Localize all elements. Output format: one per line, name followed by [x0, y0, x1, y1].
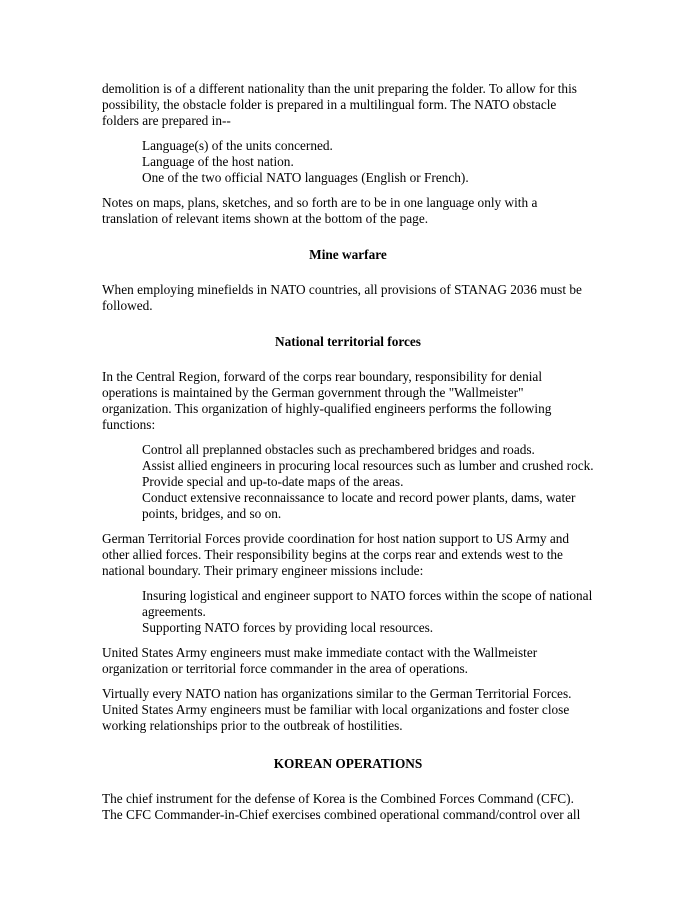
list-item: Language(s) of the units concerned.: [142, 138, 333, 153]
paragraph-notes-on-maps: Notes on maps, plans, sketches, and so forth are to be in one language only with a translation of relevant items shown at the bottom of the page.: [102, 195, 538, 226]
heading-national-territorial-forces: National territorial forces: [275, 334, 421, 349]
list-item: Conduct extensive reconnaissance to locate and record power plants, dams, water points, bridges, and so on.: [142, 490, 576, 521]
paragraph-central-region: In the Central Region, forward of the corps rear boundary, responsibility for denial operations is maintained by the German government through the "Wallmeister" organization. This organization of highly-qualified engineers performs the following functions:: [102, 369, 552, 432]
paragraph-immediate-contact: United States Army engineers must make immediate contact with the Wallmeister organization or territorial force commander in the area of operations.: [102, 645, 538, 676]
list-missions: [142, 588, 594, 636]
paragraph-cfc: The chief instrument for the defense of Korea is the Combined Forces Command (CFC). The CFC Commander-in-Chief exercises combined operational command/control over all: [102, 791, 581, 822]
list-item: Assist allied engineers in procuring local resources such as lumber and crushed rock.: [142, 458, 594, 473]
list-item: Supporting NATO forces by providing local resources.: [142, 620, 434, 635]
paragraph-minefields: When employing minefields in NATO countries, all provisions of STANAG 2036 must be followed.: [102, 282, 582, 313]
paragraph-german-territorial-forces: German Territorial Forces provide coordination for host nation support to US Army and other allied forces. Their responsibility begins at the corps rear and extends west to the national boundary. Their primary engineer missions include:: [102, 531, 570, 578]
paragraph-obstacle-folder: demolition is of a different nationality than the unit preparing the folder. To allow for this possibility, the obstacle folder is prepared in a multilingual form. The NATO obstacle folders are prepared in--: [102, 81, 577, 128]
heading-korean-operations: KOREAN OPERATIONS: [273, 756, 423, 771]
list-item: Language of the host nation.: [142, 154, 294, 169]
paragraph-nato-nations: Virtually every NATO nation has organizations similar to the German Territorial Forces. United States Army engineers must be familiar with local organizations and foster close working relationships prior to the outbreak of hostilities.: [102, 686, 572, 733]
list-languages: [142, 138, 594, 186]
list-functions: [142, 442, 594, 522]
document-body: [102, 81, 594, 832]
list-item: Insuring logistical and engineer support to NATO forces within the scope of national agreements.: [142, 588, 593, 619]
list-item: Provide special and up-to-date maps of the areas.: [142, 474, 404, 489]
list-item: Control all preplanned obstacles such as prechambered bridges and roads.: [142, 442, 535, 457]
heading-mine-warfare: Mine warfare: [309, 247, 387, 262]
list-item: One of the two official NATO languages (English or French).: [142, 170, 469, 185]
